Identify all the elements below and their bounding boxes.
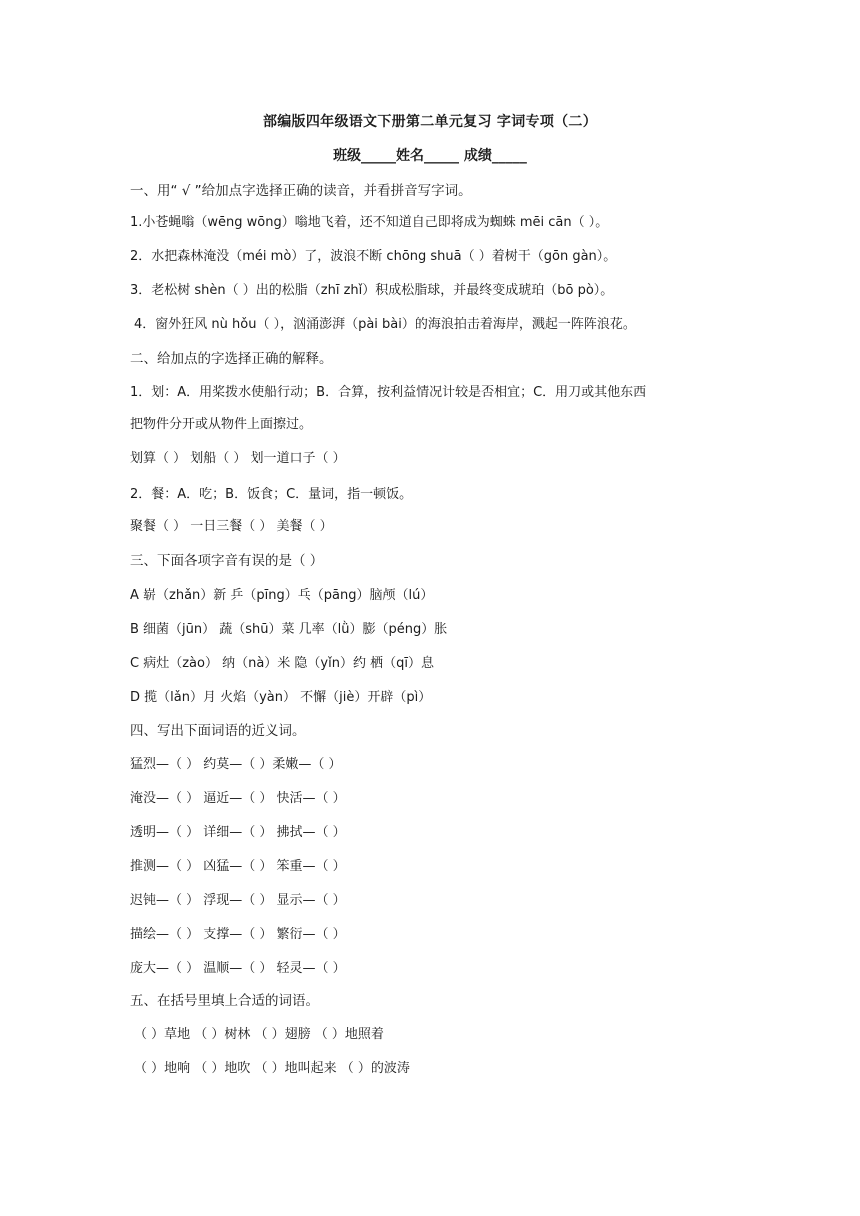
s4-row: 透明—（ ） 详细—（ ） 拂拭—（ ） <box>130 825 346 840</box>
s2-question-1-items: 划算（ ） 划船（ ） 划一道口子（ ） <box>130 451 346 466</box>
s3-option-b: B 细菌（jūn） 蔬（shū）菜 几率（lǜ）膨（péng）胀 <box>130 622 448 637</box>
student-info-line: 班级_____姓名_____ 成绩_____ <box>333 148 527 164</box>
section-4-heading: 四、写出下面词语的近义词。 <box>130 723 306 739</box>
s4-row: 猛烈—（ ） 约莫—（ ）柔嫩—（ ） <box>130 757 342 772</box>
section-5-heading: 五、在括号里填上合适的词语。 <box>130 993 319 1009</box>
s1-question-1: 1.小苍蝇嗡（wēng wōng）嗡地飞着，还不知道自己即将成为蜘蛛 mēi cān（ ）。 <box>130 215 609 230</box>
s4-row: 庞大—（ ） 温顺—（ ） 轻灵—（ ） <box>130 961 346 976</box>
s4-row: 推测—（ ） 凶猛—（ ） 笨重—（ ） <box>130 859 346 874</box>
section-3-heading: 三、下面各项字音有误的是（ ） <box>130 553 324 569</box>
s3-option-a: A 崭（zhǎn）新 乒（pīng）乓（pāng）脑颅（lú） <box>130 588 434 603</box>
s1-question-4: 4．窗外狂风 nù hǒu（ ），汹涌澎湃（pài bài）的海浪拍击着海岸，溅起一阵阵浪花。 <box>134 317 636 332</box>
s2-question-1-definitions: 1．划：A．用桨拨水使船行动；B．合算，按利益情况计较是否相宜；C．用刀或其他东西 <box>130 385 647 400</box>
s4-row: 淹没—（ ） 逼近—（ ） 快活—（ ） <box>130 791 346 806</box>
s1-question-3: 3．老松树 shèn（ ）出的松脂（zhī zhǐ）积成松脂球，并最终变成琥珀（bō pò）。 <box>130 283 614 298</box>
page-title: 部编版四年级语文下册第二单元复习 字词专项（二） <box>262 114 598 130</box>
s2-question-2-items: 聚餐（ ） 一日三餐（ ） 美餐（ ） <box>130 519 333 534</box>
s4-row: 描绘—（ ） 支撑—（ ） 繁衍—（ ） <box>130 927 346 942</box>
s2-question-1-definitions-cont: 把物件分开或从物件上面擦过。 <box>130 417 313 432</box>
s1-question-2: 2．水把森林淹没（méi mò）了，波浪不断 chōng shuā（ ）着树干（gōn gàn）。 <box>130 249 617 264</box>
s5-row-2: （ ）地响 （ ）地吹 （ ）地叫起来 （ ）的波涛 <box>134 1061 410 1076</box>
section-2-heading: 二、给加点的字选择正确的解释。 <box>130 351 333 367</box>
s5-row-1: （ ）草地 （ ）树林 （ ）翅膀 （ ）地照着 <box>134 1027 384 1042</box>
section-1-heading: 一、用“ √ ”给加点字选择正确的读音，并看拼音写字词。 <box>130 183 472 199</box>
s3-option-c: C 病灶（zào） 纳（nà）米 隐（yǐn）约 栖（qī）息 <box>130 656 434 671</box>
s2-question-2-definitions: 2．餐：A．吃；B．饭食；C．量词，指一顿饭。 <box>130 487 413 502</box>
s3-option-d: D 揽（lǎn）月 火焰（yàn） 不懈（jiè）开辟（pì） <box>130 690 432 705</box>
s4-row: 迟钝—（ ） 浮现—（ ） 显示—（ ） <box>130 893 346 908</box>
